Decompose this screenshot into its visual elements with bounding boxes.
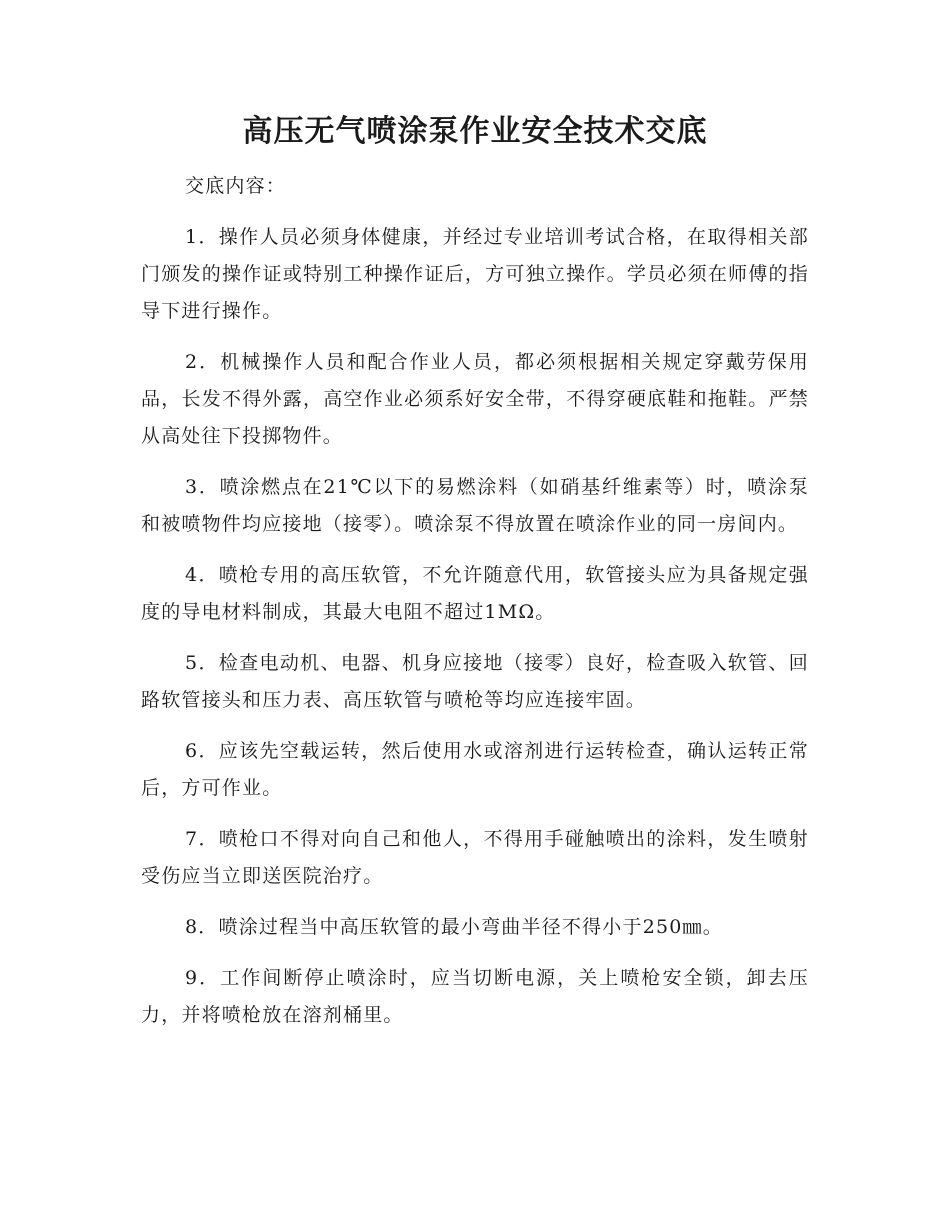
intro-label: 交底内容： (185, 175, 287, 197)
paragraph-item-6: 6．应该先空载运转，然后使用水或溶剂进行运转检查，确认运转正常后，方可作业。 (141, 740, 809, 799)
document-body (141, 168, 809, 1034)
paragraph-item-9: 9．工作间断停止喷涂时，应当切断电源，关上喷枪安全锁，卸去压力，并将喷枪放在溶剂桶里。 (141, 967, 809, 1026)
document-title: 高压无气喷涂泵作业安全技术交底 (242, 114, 708, 149)
paragraph-item-1: 1．操作人员必须身体健康，并经过专业培训考试合格，在取得相关部门颁发的操作证或特别工种操作证后，方可独立操作。学员必须在师傅的指导下进行操作。 (141, 226, 809, 322)
paragraph-item-2: 2．机械操作人员和配合作业人员，都必须根据相关规定穿戴劳保用品，长发不得外露，高空作业必须系好安全带，不得穿硬底鞋和拖鞋。严禁从高处往下投掷物件。 (141, 351, 809, 447)
paragraph-item-8: 8．喷涂过程当中高压软管的最小弯曲半径不得小于250㎜。 (185, 916, 723, 938)
paragraph-item-7: 7．喷枪口不得对向自己和他人，不得用手碰触喷出的涂料，发生喷射受伤应当立即送医院治疗。 (141, 828, 809, 887)
paragraph-item-5: 5．检查电动机、电器、机身应接地（接零）良好，检查吸入软管、回路软管接头和压力表、高压软管与喷枪等均应连接牢固。 (141, 652, 809, 711)
paragraph-item-3: 3．喷涂燃点在21℃以下的易燃涂料（如硝基纤维素等）时，喷涂泵和被喷物件均应接地（接零）。喷涂泵不得放置在喷涂作业的同一房间内。 (141, 476, 809, 535)
paragraph-item-4: 4．喷枪专用的高压软管，不允许随意代用，软管接头应为具备规定强度的导电材料制成，其最大电阻不超过1MΩ。 (141, 564, 809, 623)
